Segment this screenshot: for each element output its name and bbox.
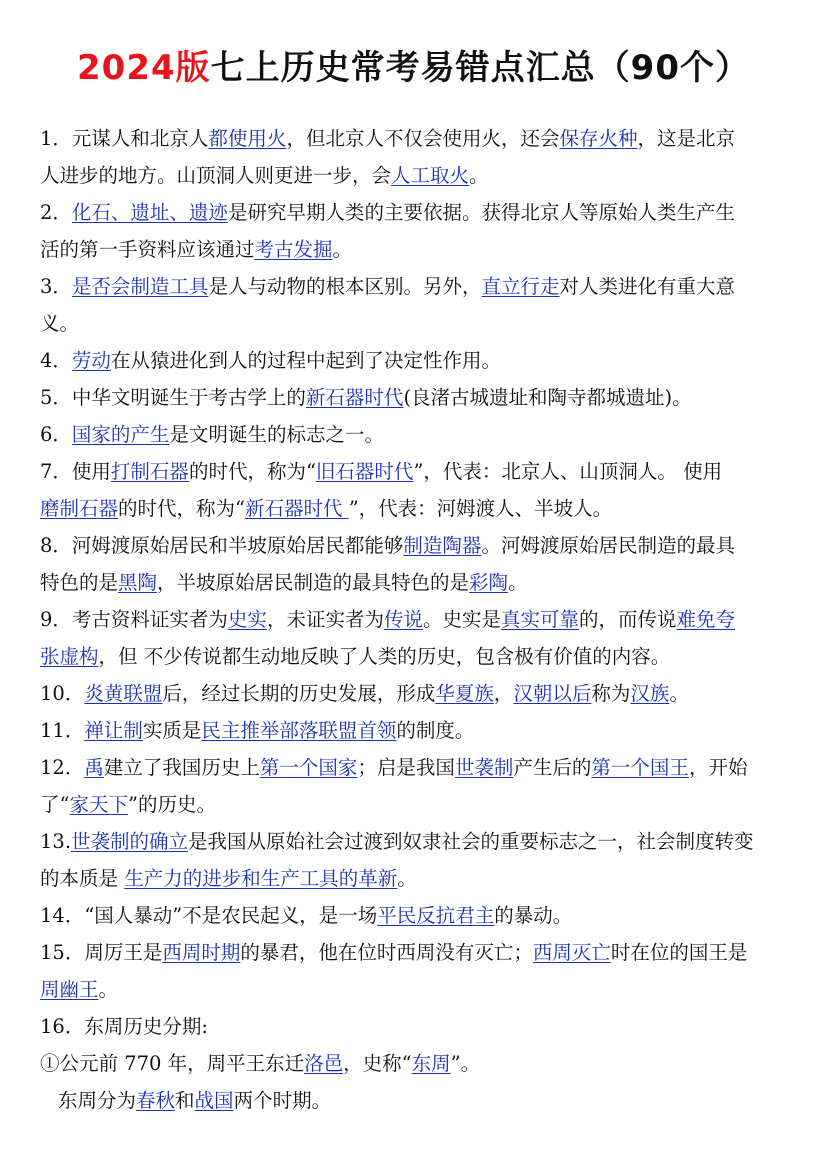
key-term: 华夏族 [435,682,494,705]
text-line [40,749,792,786]
text-segment: 。 [669,682,689,705]
key-term: 西周时期 [162,941,241,964]
text-segment: 建立了我国历史上 [103,756,260,779]
text-segment: 对人类进化有重大意 [559,275,735,298]
text-segment: 9．考古资料证实者为 [40,608,228,631]
key-term: 传说 [383,608,423,631]
text-segment: 8．河姆渡原始居民和半坡原始居民都能够 [40,534,404,557]
key-term: 张虚构 [40,645,99,668]
text-line [40,1082,792,1119]
text-segment: 特色的是 [40,571,119,594]
text-segment: ”的历史。 [128,793,216,816]
text-segment: 义。 [40,312,80,335]
text-segment: 1．元谋人和北京人 [40,127,209,150]
text-segment: 是研究早期人类的主要依据。获得北京人等原始人类生产生 [227,201,735,224]
key-term: 国家的产生 [71,423,170,446]
key-term: 史实 [227,608,267,631]
text-segment: 。 [98,978,119,1001]
text-segment: 15．周厉王是 [40,941,163,964]
text-segment: 。 [397,867,417,890]
text-segment: 10． [40,682,85,705]
text-segment: 的制度。 [396,719,475,742]
key-term: 第一个国家 [259,756,358,779]
text-segment: 活的第一手资料应该通过 [40,238,255,261]
text-segment: 两个时期。 [233,1089,332,1112]
text-line [40,1008,792,1045]
key-term: 西周灭亡 [532,941,611,964]
text-segment: ；启是我国 [357,756,455,779]
text-line [40,601,792,638]
key-term: 洛邑 [304,1052,344,1075]
text-segment: 的暴君，他在位时西周没有灭亡； [240,941,533,964]
text-segment: 是文明诞生的标志之一。 [169,423,384,446]
key-term: 春秋 [136,1089,176,1112]
text-line [40,860,792,897]
text-line [40,231,792,268]
text-segment: 13. [40,830,72,853]
text-segment: 在从猿进化到人的过程中起到了决定性作用。 [110,349,501,372]
text-segment: ，但 不少传说都生动地反映了人类的历史，包含极有价值的内容。 [98,645,671,668]
text-line [40,379,792,416]
text-line [40,712,792,749]
text-line [40,971,792,1008]
key-term: 难免夸 [676,608,736,631]
text-segment: 了“ [40,793,70,816]
text-line [40,638,792,675]
key-term: 彩陶 [469,571,509,594]
text-segment: ，开始 [688,756,748,779]
text-segment: 4． [40,349,72,372]
text-segment: 。河姆渡原始居民制造的最具 [481,534,735,557]
text-segment: 。 [332,238,353,261]
text-segment: 时在位的国王是 [610,941,748,964]
text-line [40,823,792,860]
page-title [0,46,827,90]
text-segment: 。 [508,571,528,594]
text-line [40,416,792,453]
text-segment: 16．东周历史分期: [40,1015,208,1038]
text-segment: 12． [40,756,85,779]
key-term: 直立行走 [481,275,560,298]
text-segment: 东周分为 [58,1089,137,1112]
key-term: 保存火种 [559,127,638,150]
key-term: 禅让制 [84,719,143,742]
key-term: 新石器时代 [305,386,404,409]
text-segment: 是人与动物的根本区别。另外， [208,275,482,298]
text-segment: ”，代表：河姆渡人、半坡人。 [348,497,613,520]
key-term: 旧石器时代 [315,460,414,483]
text-segment: 人进步的地方。山顶洞人则更进一步，会 [40,164,392,187]
text-segment: 实质是 [142,719,202,742]
text-segment: 。 [469,164,489,187]
key-term: 打制石器 [110,460,189,483]
key-term: 真实可靠 [500,608,579,631]
text-line [40,786,792,823]
key-term: 都使用火 [208,127,287,150]
key-term: 民主推举部落联盟首领 [201,719,397,742]
key-term: 汉朝以后 [513,682,592,705]
text-segment: 3． [40,275,72,298]
key-term: 周幽王 [40,978,99,1001]
key-term: 平民反抗君主 [377,904,495,927]
text-segment: 的时代，称为“ [188,460,316,483]
key-term: 生产力的进步和生产工具的革新 [124,867,398,890]
key-term: 磨制石器 [40,497,119,520]
key-term: 东周 [411,1052,451,1075]
title-main: 七上历史常考易错点汇总（90个） [210,48,750,88]
key-term: 炎黄联盟 [84,682,163,705]
text-segment: ”。 [450,1052,481,1075]
key-term: 人工取火 [391,164,470,187]
text-segment: 14．“国人暴动”不是农民起义，是一场 [40,904,378,927]
text-line [40,490,792,527]
text-segment: 的暴动。 [494,904,573,927]
text-segment: 5．中华文明诞生于考古学上的 [40,386,306,409]
text-line [40,453,792,490]
text-line [40,342,792,379]
text-segment: ，但北京人不仅会使用火，还会 [286,127,560,150]
key-term: 制造陶器 [403,534,482,557]
key-term: 战国 [194,1089,234,1112]
text-segment: ， [493,682,514,705]
text-segment: 2． [40,201,72,224]
text-segment: 产生后的 [513,756,592,779]
text-segment: 7．使用 [40,460,111,483]
text-segment: (良渚古城遗址和陶寺都城遗址)。 [403,386,692,409]
text-segment: 的本质是 [40,867,125,890]
key-term: 禹 [84,756,104,779]
key-term: 家天下 [69,793,128,816]
text-segment: ，这是北京 [637,127,735,150]
text-line [40,305,792,342]
key-term: 汉族 [630,682,670,705]
key-term: 劳动 [71,349,111,372]
text-line [40,527,792,564]
text-segment: 6． [40,423,72,446]
text-segment: ，未证实者为 [266,608,384,631]
text-segment: 。史实是 [422,608,501,631]
key-term: 考古发掘 [254,238,333,261]
key-term: 世袭制的确立 [71,830,189,853]
key-term: 第一个国王 [591,756,689,779]
key-term: 化石、遗址、遗迹 [71,201,228,224]
text-segment: 和 [175,1089,195,1112]
key-term: 黑陶 [118,571,158,594]
text-line [40,1045,792,1082]
text-segment: 的时代，称为“ [118,497,245,520]
key-term: 是否会制造工具 [71,275,209,298]
text-line [40,675,792,712]
text-segment: 的，而传说 [579,608,677,631]
text-line [40,157,792,194]
key-term: 新石器时代 [245,497,349,520]
text-line [40,564,792,601]
text-line [40,934,792,971]
document-body [40,120,792,1119]
text-segment: ①公元前 770 年，周平王东迁 [40,1052,305,1075]
key-term: 世袭制 [454,756,514,779]
text-segment: 称为 [591,682,631,705]
text-line [40,120,792,157]
text-segment: ，史称“ [343,1052,412,1075]
text-segment: 是我国从原始社会过渡到奴隶社会的重要标志之一，社会制度转变 [188,830,754,853]
text-segment: ，半坡原始居民制造的最具特色的是 [157,571,470,594]
text-segment: 11． [40,719,85,742]
text-segment: 后，经过长期的历史发展，形成 [162,682,436,705]
text-line [40,194,792,231]
title-year-edition: 2024版 [77,48,211,88]
text-line [40,897,792,934]
text-line [40,268,792,305]
text-segment: ”，代表：北京人、山顶洞人。 使用 [413,460,723,483]
